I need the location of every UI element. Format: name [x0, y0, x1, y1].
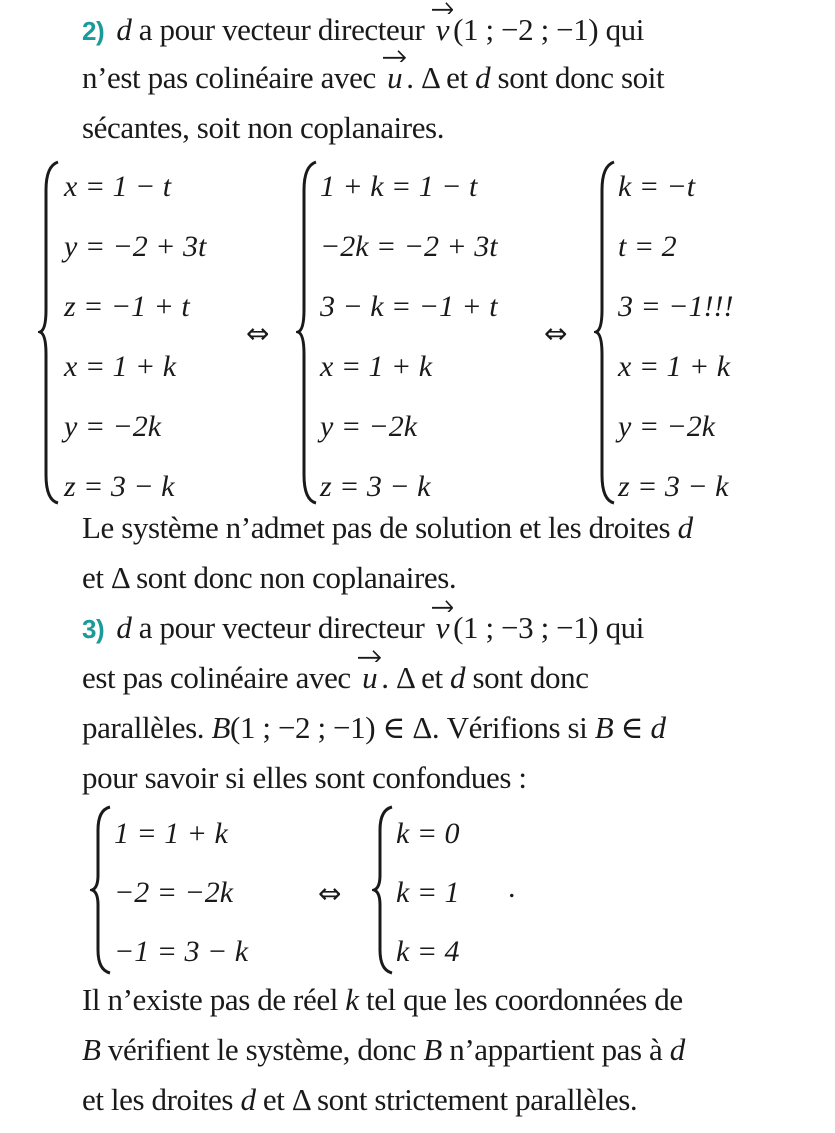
part3-line4: pour savoir si elles sont confondues :: [82, 760, 527, 795]
vector-u: u: [358, 662, 381, 693]
equation: −2k = −2 + 3t: [320, 230, 498, 263]
equation: k = 4: [396, 935, 460, 968]
equation: z = 3 − k: [618, 470, 729, 503]
text: tel que les coordonnées de: [358, 982, 683, 1017]
part2-conclusion-2: et Δ sont donc non coplanaires.: [82, 560, 457, 595]
equation: 3 = −1!!!: [618, 290, 734, 323]
equation: k = 1: [396, 876, 460, 909]
text: a pour vecteur directeur: [131, 610, 432, 645]
text: . Δ et: [381, 660, 451, 695]
equation: x = 1 + k: [618, 350, 731, 383]
part2-systems: [38, 160, 835, 510]
part3-line2: [82, 662, 589, 693]
vector-arrow-icon: [383, 48, 406, 62]
equation: x = 1 − t: [64, 170, 172, 203]
part2-label: 2): [82, 16, 105, 46]
equation: −2 = −2k: [114, 876, 234, 909]
point-B: B: [211, 710, 231, 745]
text: Le système n’admet pas de solution et les droites: [82, 510, 678, 545]
part3-conclusion-1: [82, 984, 683, 1015]
var-k: k: [345, 982, 359, 1017]
text: vérifient le système, donc: [100, 1032, 424, 1067]
part3-line3: [82, 712, 666, 743]
left-brace-icon: [372, 805, 394, 975]
point-B: B: [423, 1032, 442, 1067]
text: (1 ; −2 ; −1) ∈ Δ. Vérifions si: [230, 710, 595, 745]
equation: 1 + k = 1 − t: [320, 170, 478, 203]
vector-arrow-icon: [432, 598, 453, 612]
text: sont donc: [465, 660, 589, 695]
vector-u: u: [383, 62, 406, 93]
left-brace-icon: [90, 805, 112, 975]
part2-conclusion-1: [82, 512, 693, 543]
var-d: d: [650, 710, 666, 745]
var-d: d: [475, 60, 491, 95]
part2-line2: [82, 62, 664, 93]
equation: −1 = 3 − k: [114, 935, 249, 968]
equation: 1 = 1 + k: [114, 817, 228, 850]
equation: 3 − k = −1 + t: [320, 290, 498, 323]
point-B: B: [594, 710, 614, 745]
equation: y = −2k: [320, 410, 418, 443]
equivalence-icon: ⇔: [246, 317, 270, 350]
equation: y = −2k: [618, 410, 716, 443]
text: et les droites: [82, 1082, 241, 1117]
left-brace-icon: [38, 160, 60, 505]
element-of-icon: ∈: [613, 710, 651, 745]
equation: x = 1 + k: [320, 350, 433, 383]
part2-line3: sécantes, soit non coplanaires.: [82, 110, 445, 145]
coords: (1 ; −3 ; −1) qui: [453, 610, 644, 645]
equation: t = 2: [618, 230, 677, 263]
var-d: d: [669, 1032, 685, 1067]
equation: y = −2 + 3t: [64, 230, 207, 263]
equation: k = 0: [396, 817, 460, 850]
equivalence-icon: ⇔: [318, 877, 342, 910]
text: Il n’existe pas de réel: [82, 982, 346, 1017]
text: a pour vecteur directeur: [131, 12, 432, 47]
var-d: d: [116, 12, 132, 47]
part3-label: 3): [82, 614, 105, 644]
text: n’est pas colinéaire avec: [82, 60, 384, 95]
part2-line1: [82, 14, 644, 45]
left-brace-icon: [296, 160, 318, 505]
equation: y = −2k: [64, 410, 162, 443]
var-d: d: [240, 1082, 256, 1117]
equation: k = −t: [618, 170, 696, 203]
end-dot: .: [508, 871, 516, 904]
equation: x = 1 + k: [64, 350, 177, 383]
coords: (1 ; −2 ; −1) qui: [453, 12, 644, 47]
text: et Δ sont strictement parallèles.: [255, 1082, 638, 1117]
var-d: d: [677, 510, 693, 545]
text: . Δ et: [406, 60, 476, 95]
var-d: d: [450, 660, 466, 695]
vector-arrow-icon: [358, 648, 381, 662]
vector-arrow-icon: [432, 0, 453, 14]
text: n’appartient pas à: [441, 1032, 670, 1067]
part3-line1: [82, 612, 644, 643]
text: parallèles.: [82, 710, 212, 745]
text: est pas colinéaire avec: [82, 660, 359, 695]
var-d: d: [116, 610, 132, 645]
left-brace-icon: [594, 160, 616, 505]
equivalence-icon: ⇔: [544, 317, 568, 350]
part3-conclusion-3: [82, 1084, 637, 1115]
part3-conclusion-2: [82, 1034, 685, 1065]
equation: z = 3 − k: [320, 470, 431, 503]
text: sont donc soit: [490, 60, 665, 95]
part3-systems: [90, 805, 590, 985]
equation: z = 3 − k: [64, 470, 175, 503]
vector-v: v: [432, 14, 453, 45]
vector-v: v: [432, 612, 453, 643]
point-B: B: [82, 1032, 101, 1067]
equation: z = −1 + t: [64, 290, 190, 323]
